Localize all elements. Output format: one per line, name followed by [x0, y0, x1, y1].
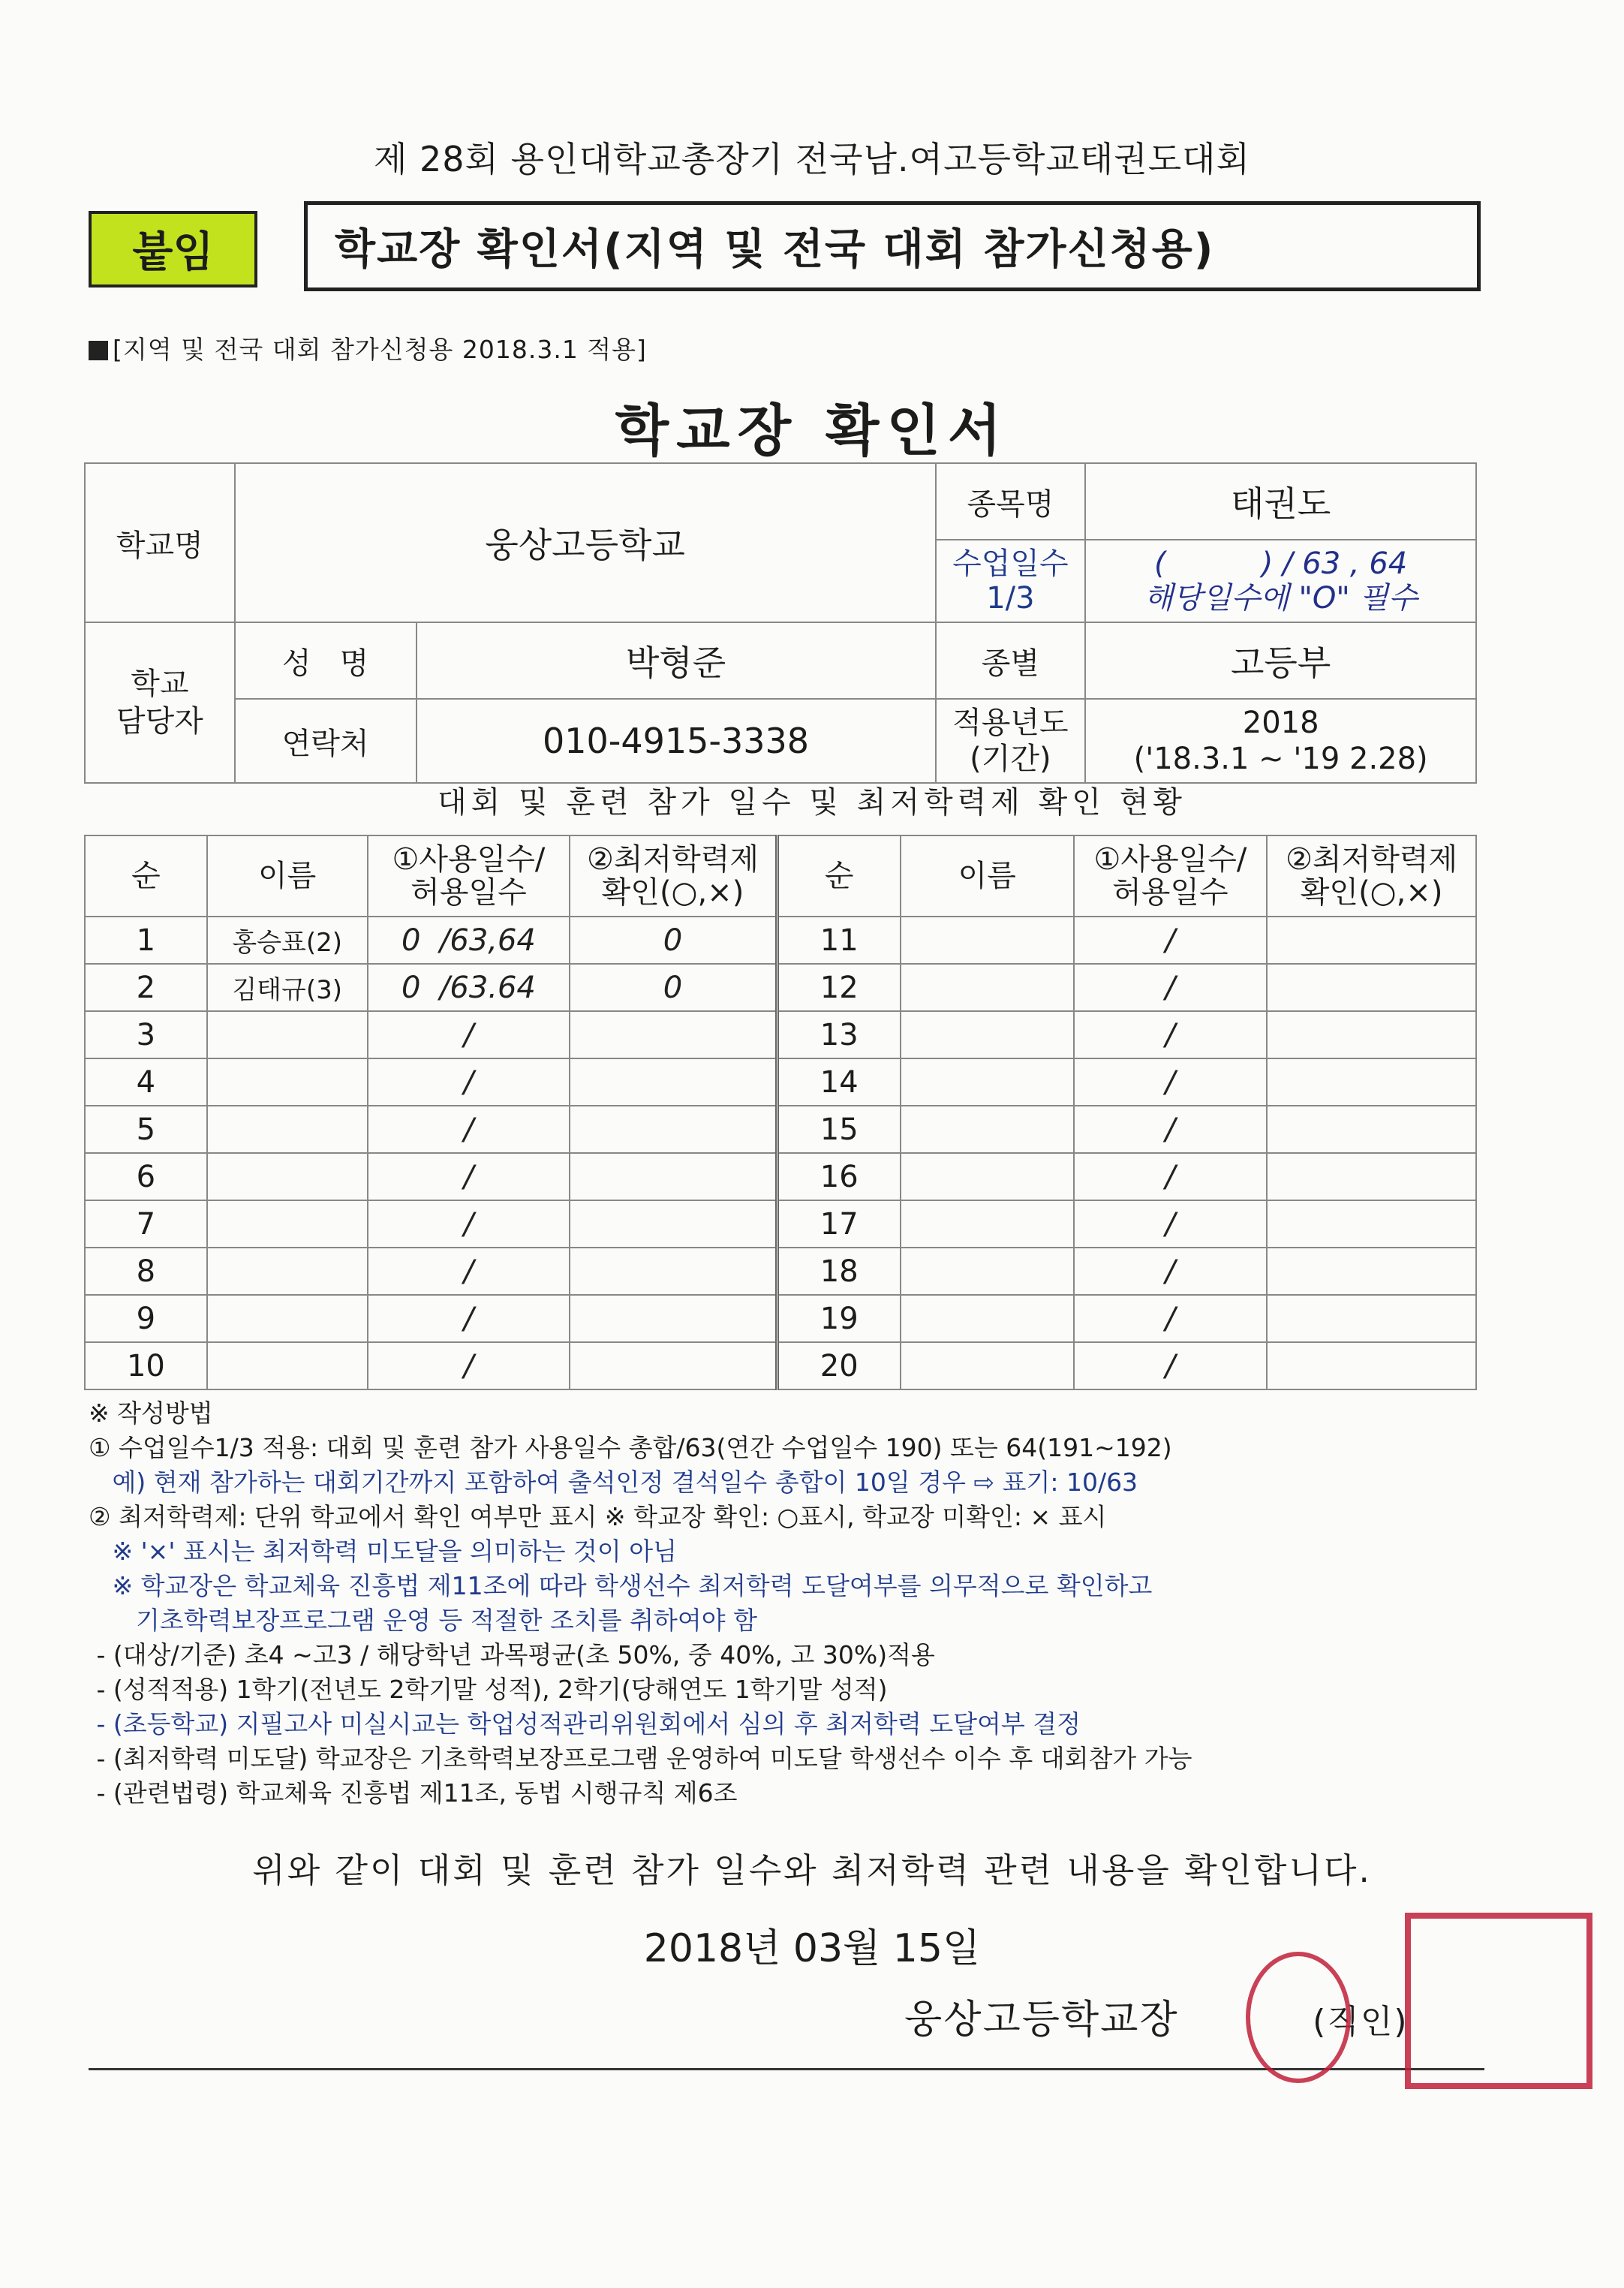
row-no: 6	[85, 1153, 207, 1200]
days-used: /	[1074, 1106, 1268, 1153]
form-title: 학교장 확인서(지역 및 전국 대회 참가신청용)	[304, 201, 1481, 291]
academic-check	[570, 1106, 777, 1153]
row-no: 9	[85, 1295, 207, 1342]
school-label: 학교명	[85, 463, 235, 622]
issue-date: 2018년 03월 15일	[643, 1926, 981, 1971]
academic-check	[570, 1153, 777, 1200]
student-name	[207, 1153, 368, 1200]
academic-check	[570, 1248, 777, 1295]
academic-check	[1267, 1058, 1476, 1106]
table-row	[85, 964, 1476, 1011]
col-check-right: ②최저학력제 확인(○,×)	[1267, 835, 1476, 917]
division-value: 고등부	[1085, 622, 1476, 699]
row-no: 2	[85, 964, 207, 1011]
col-check-left: ②최저학력제 확인(○,×)	[570, 835, 777, 917]
note-line: ② 최저학력제: 단위 학교에서 확인 여부만 표시 ※ 학교장 확인: ○표시, 학교장 미확인: × 표시	[89, 1502, 1107, 1531]
row-no: 11	[777, 917, 901, 964]
student-name	[207, 1106, 368, 1153]
days-used: /	[1074, 917, 1268, 964]
days-used: /	[368, 1153, 570, 1200]
student-name	[901, 1153, 1074, 1200]
year-label: 적용년도 (기간)	[936, 699, 1086, 783]
attachment-label: 붙임	[89, 211, 257, 288]
academic-check	[1267, 917, 1476, 964]
academic-check	[1267, 1106, 1476, 1153]
student-name	[207, 1200, 368, 1248]
row-no: 19	[777, 1295, 901, 1342]
note-line: ※ 학교장은 학교체육 진흥법 제11조에 따라 학생선수 최저학력 도달여부를 의무적으로 확인하고	[89, 1571, 1153, 1600]
document-title: 학교장 확인서	[615, 399, 1009, 463]
days-used: /	[1074, 1342, 1268, 1389]
row-no: 16	[777, 1153, 901, 1200]
days-used: /	[1074, 1248, 1268, 1295]
days-used: /	[1074, 1200, 1268, 1248]
academic-check	[1267, 1011, 1476, 1058]
student-name	[901, 1200, 1074, 1248]
year-period: ('18.3.1 ~ '19 2.28)	[1133, 742, 1428, 776]
school-value: 웅상고등학교	[235, 463, 936, 622]
academic-check	[570, 1342, 777, 1389]
event-title: 제 28회 용인대학교총장기 전국남.여고등학교태권도대회	[373, 139, 1251, 179]
table-row	[85, 1011, 1476, 1058]
academic-check	[1267, 1153, 1476, 1200]
row-no: 17	[777, 1200, 901, 1248]
row-no: 4	[85, 1058, 207, 1106]
academic-check	[1267, 1295, 1476, 1342]
row-no: 12	[777, 964, 901, 1011]
note-line: - (대상/기준) 초4 ~고3 / 해당학년 과목평균(초 50%, 중 40%, 고 30%)적용	[89, 1640, 935, 1669]
status-title: 대회 및 훈련 참가 일수 및 최저학력제 확인 현황	[438, 785, 1186, 820]
table-row	[85, 1106, 1476, 1153]
student-name	[207, 1342, 368, 1389]
class-days-label: 수업일수 1/3	[936, 540, 1086, 622]
class-days-value: ( ) / 63 , 64	[1154, 546, 1408, 581]
table-row	[85, 1200, 1476, 1248]
table-row	[85, 1342, 1476, 1389]
table-row	[85, 917, 1476, 964]
academic-check	[570, 1295, 777, 1342]
days-used: /	[1074, 1295, 1268, 1342]
participation-status-table	[84, 835, 1477, 1390]
row-no: 18	[777, 1248, 901, 1295]
round-seal-stamp	[1246, 1952, 1351, 2083]
confirmation-text: 위와 같이 대회 및 훈련 참가 일수와 최저학력 관련 내용을 확인합니다.	[252, 1850, 1372, 1890]
note-line: - (최저학력 미도달) 학교장은 기초학력보장프로그램 운영하여 미도달 학생선수 이수 후 대회참가 가능	[89, 1744, 1192, 1773]
name-value: 박형준	[417, 622, 936, 699]
student-name	[901, 1342, 1074, 1389]
days-used: /	[1074, 1153, 1268, 1200]
academic-check	[570, 1200, 777, 1248]
apply-note-text: [지역 및 전국 대회 참가신청용 2018.3.1 적용]	[113, 335, 647, 364]
note-line: 기초학력보장프로그램 운영 등 적절한 조치를 취하여야 함	[89, 1606, 757, 1635]
student-name	[901, 1011, 1074, 1058]
table-row	[85, 1153, 1476, 1200]
note-line: - (초등학교) 지필고사 미실시교는 학업성적관리위원회에서 심의 후 최저학력 도달여부 결정	[89, 1709, 1081, 1739]
academic-check	[570, 1058, 777, 1106]
student-name	[901, 1058, 1074, 1106]
row-no: 8	[85, 1248, 207, 1295]
square-bullet-icon	[89, 341, 108, 360]
days-used: /	[368, 1342, 570, 1389]
division-label: 종별	[936, 622, 1086, 699]
instructions	[89, 1396, 1499, 1811]
col-no-left: 순	[85, 835, 207, 917]
days-used: /	[1074, 1058, 1268, 1106]
table-row	[85, 1295, 1476, 1342]
student-name: 김태규(3)	[207, 964, 368, 1011]
seal-mark: (직인)	[1313, 2003, 1409, 2041]
school-seal-stamp	[1405, 1913, 1592, 2089]
table-row	[85, 1058, 1476, 1106]
student-name	[901, 964, 1074, 1011]
days-used: 0 /63,64	[368, 917, 570, 964]
name-label: 성 명	[235, 622, 417, 699]
student-name	[901, 1106, 1074, 1153]
row-no: 7	[85, 1200, 207, 1248]
note-line: ※ 작성방법	[89, 1398, 213, 1428]
academic-check	[1267, 1248, 1476, 1295]
days-used: /	[368, 1295, 570, 1342]
contact-label: 연락처	[235, 699, 417, 783]
row-no: 3	[85, 1011, 207, 1058]
row-no: 10	[85, 1342, 207, 1389]
staff-label: 학교 담당자	[85, 622, 235, 783]
student-name: 홍승표(2)	[207, 917, 368, 964]
col-name-right: 이름	[901, 835, 1074, 917]
contact-value: 010-4915-3338	[417, 699, 936, 783]
days-used: /	[368, 1011, 570, 1058]
days-used: /	[368, 1248, 570, 1295]
days-used: 0 /63.64	[368, 964, 570, 1011]
row-no: 5	[85, 1106, 207, 1153]
note-line: ※ '×' 표시는 최저학력 미도달을 의미하는 것이 아님	[89, 1537, 678, 1566]
academic-check	[1267, 1200, 1476, 1248]
event-label: 종목명	[936, 463, 1086, 540]
event-value: 태권도	[1085, 463, 1476, 540]
note-line: - (성적적용) 1학기(전년도 2학기말 성적), 2학기(당해연도 1학기말 성적)	[89, 1675, 888, 1704]
row-no: 15	[777, 1106, 901, 1153]
days-used: /	[368, 1200, 570, 1248]
note-line: 예) 현재 참가하는 대회기간까지 포함하여 출석인정 결석일수 총합이 10일 경우 ⇨ 표기: 10/63	[89, 1468, 1138, 1497]
col-name-left: 이름	[207, 835, 368, 917]
table-row	[85, 1248, 1476, 1295]
row-no: 20	[777, 1342, 901, 1389]
note-line: - (관련법령) 학교체육 진흥법 제11조, 동법 시행규칙 제6조	[89, 1778, 738, 1808]
class-days-note: 해당일수에 "O" 필수	[1144, 581, 1418, 616]
principal-title: 웅상고등학교장	[904, 1997, 1179, 2043]
academic-check	[1267, 1342, 1476, 1389]
student-name	[901, 1295, 1074, 1342]
days-used: /	[1074, 1011, 1268, 1058]
days-used: /	[368, 1058, 570, 1106]
student-name	[207, 1011, 368, 1058]
academic-check	[1267, 964, 1476, 1011]
apply-note	[89, 330, 647, 366]
student-name	[207, 1295, 368, 1342]
days-used: /	[368, 1106, 570, 1153]
academic-check	[570, 1011, 777, 1058]
col-days-right: ①사용일수/ 허용일수	[1074, 835, 1268, 917]
row-no: 1	[85, 917, 207, 964]
year-value: 2018	[1242, 706, 1319, 740]
school-info-table	[84, 462, 1477, 784]
academic-check: 0	[570, 917, 777, 964]
student-name	[207, 1248, 368, 1295]
row-no: 14	[777, 1058, 901, 1106]
note-line: ① 수업일수1/3 적용: 대회 및 훈련 참가 사용일수 총합/63(연간 수업일수 190) 또는 64(191~192)	[89, 1433, 1172, 1462]
student-name	[901, 917, 1074, 964]
col-days-left: ①사용일수/ 허용일수	[368, 835, 570, 917]
col-no-right: 순	[777, 835, 901, 917]
row-no: 13	[777, 1011, 901, 1058]
days-used: /	[1074, 964, 1268, 1011]
student-name	[901, 1248, 1074, 1295]
student-name	[207, 1058, 368, 1106]
academic-check: 0	[570, 964, 777, 1011]
